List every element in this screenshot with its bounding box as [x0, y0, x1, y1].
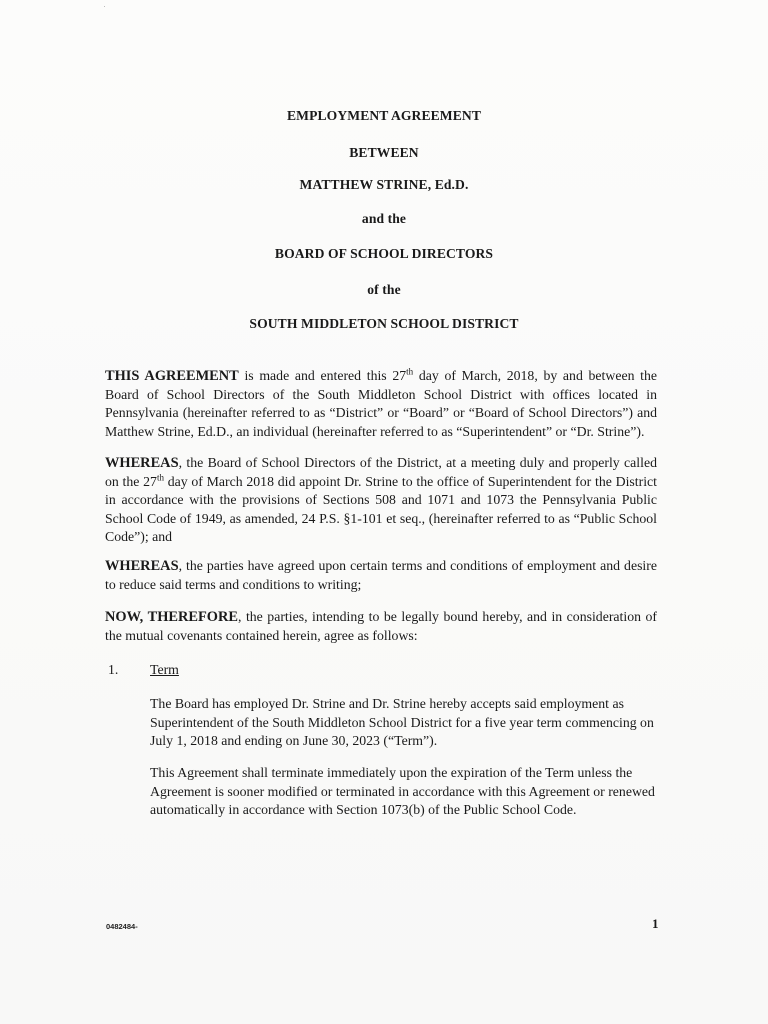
title-board: BOARD OF SCHOOL DIRECTORS: [274, 246, 494, 261]
section-paragraph-2: This Agreement shall terminate immediately upon the expiration of the Term unless the Agreement is sooner modified or terminated in accordance with this Agreement or renewed automatically in accordance with Section 1073(b) of the Public School Code.: [150, 765, 655, 818]
intro-paragraph: [105, 367, 657, 441]
whereas-paragraph-1: [105, 454, 657, 547]
whereas2-text: , the parties have agreed upon certain terms and conditions of employment and desire to reduce said terms and conditions to writing;: [105, 558, 657, 592]
section-number: 1.: [108, 662, 119, 677]
intro-lead: THIS AGREEMENT: [105, 368, 239, 384]
intro-sup: th: [406, 366, 414, 377]
whereas2-lead: WHEREAS: [105, 558, 179, 574]
whereas1-text-b: day of March 2018 did appoint Dr. Strine to the office of Superintendent for the District in accordance with the provisions of Sections 508 and 1071 and 1073 the Pennsylvania Public School Code of 1949, as amended, 24 P.S. §1-101 et seq., (hereinafter referred to as “Public School Code”); and: [105, 473, 657, 545]
now-therefore-text: , the parties, intending to be legally bound hereby, and in consideration of the mutual covenants contained herein, agree as follows:: [105, 609, 657, 643]
title-and-the: and the: [361, 211, 407, 226]
page-number: 1: [652, 916, 659, 931]
whereas-paragraph-2: [105, 557, 657, 594]
now-therefore-paragraph: [105, 608, 657, 645]
whereas1-text-a: , the Board of School Directors of the District, at a meeting duly and properly called on the 27: [105, 455, 657, 489]
now-therefore-lead: NOW, THEREFORE: [105, 609, 238, 625]
section-title: Term: [150, 662, 179, 677]
intro-text-b: day of March, 2018, by and between the Board of School Directors of the South Middleton School District with offices located in Pennsylvania (hereinafter referred to as “District” or “Board” or “Board of School Directors”) and Matthew Strine, Ed.D., an individual (hereinafter referred to as “Superintendent” or “Dr. Strine”).: [105, 368, 658, 439]
scan-speck: [104, 6, 105, 7]
title-employment-agreement: EMPLOYMENT AGREEMENT: [287, 108, 481, 123]
section-paragraph-1: The Board has employed Dr. Strine and Dr. Strine hereby accepts said employment as Superintendent of the South Middleton School District for a five year term commencing on July 1, 2018 and ending on June 30, 2023 (“Term”).: [150, 696, 654, 749]
document-code: 0482484-: [106, 922, 138, 931]
whereas1-sup: th: [156, 472, 164, 482]
intro-text-a: is made and entered this 27: [238, 368, 407, 383]
title-party-name: MATTHEW STRINE, Ed.D.: [299, 177, 469, 192]
title-district: SOUTH MIDDLETON SCHOOL DISTRICT: [249, 316, 519, 331]
title-between: BETWEEN: [349, 145, 419, 160]
title-of-the: of the: [367, 282, 401, 297]
whereas1-lead: WHEREAS: [105, 455, 179, 471]
